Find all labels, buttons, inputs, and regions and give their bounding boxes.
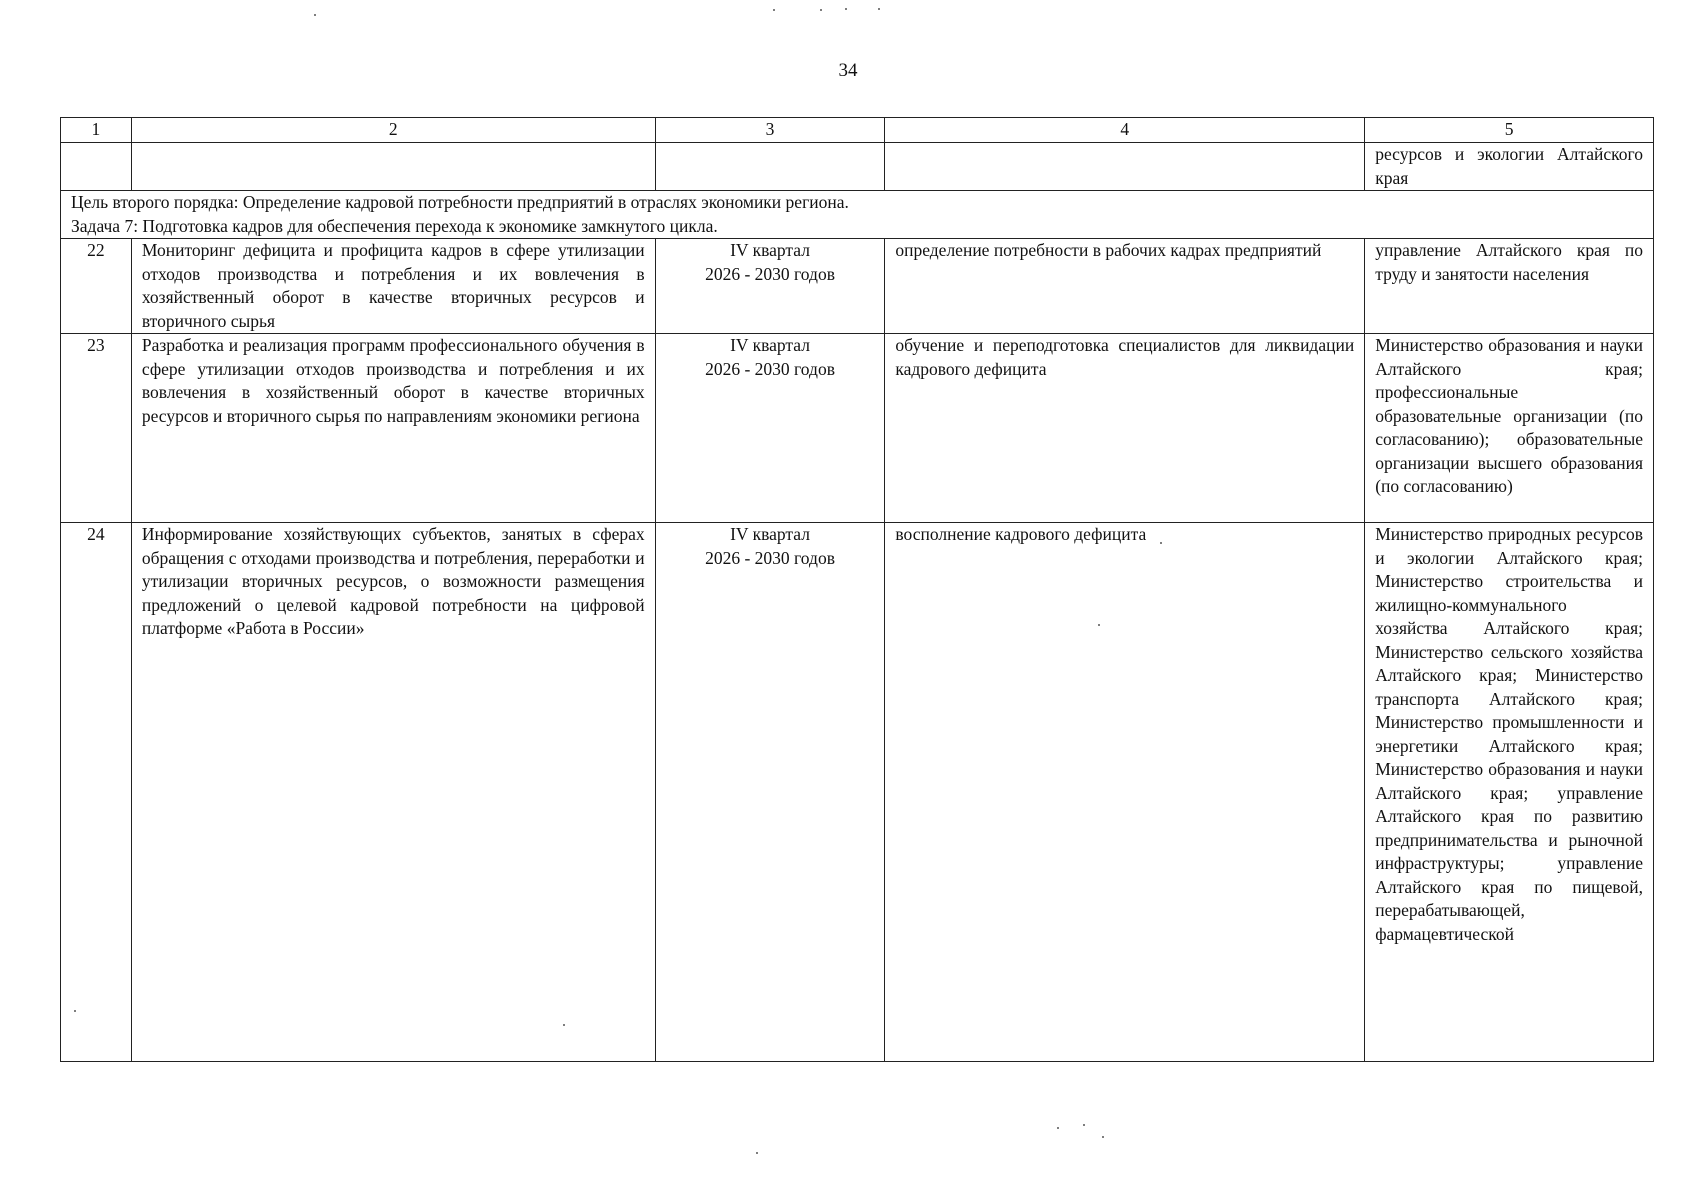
period-cell [655, 334, 885, 523]
row-number: 23 [61, 334, 132, 523]
table-row [61, 239, 1654, 334]
goal-text: Цель второго порядка: Определение кадровой потребности предприятий в отраслях экономики региона. [71, 192, 849, 212]
measure-description: Разработка и реализация программ профессионального обучения в сфере утилизации отходов производства и потребления и их вовлечения в хозяйственный оборот в качестве вторичных ресурсов и вторичного сырья по направлениям экономики региона [131, 334, 655, 523]
responsible-executors: Министерство образования и науки Алтайского края; профессиональные образовательные организации (по согласованию); образовательные организации высшего образования (по согласованию) [1365, 334, 1654, 523]
responsible-executors: управление Алтайского края по труду и занятости населения [1365, 239, 1654, 334]
period-quarter: IV квартал [730, 335, 810, 355]
scan-speck [878, 8, 880, 10]
table-row [61, 523, 1654, 1062]
measures-table [60, 117, 1654, 1062]
scan-speck [74, 1010, 76, 1012]
header-cell: 4 [885, 118, 1365, 143]
scan-speck [563, 1024, 565, 1026]
scan-speck [820, 9, 822, 11]
scan-speck [1160, 542, 1162, 544]
scan-speck [756, 1152, 758, 1154]
period-years: 2026 - 2030 годов [705, 547, 835, 568]
goal-cell [61, 191, 1654, 239]
cell-num [61, 143, 132, 191]
header-cell: 2 [131, 118, 655, 143]
measure-description: Мониторинг дефицита и профицита кадров в сфере утилизации отходов производства и потребления и их вовлечения в хозяйственный оборот в качестве вторичных ресурсов и вторичного сырья [131, 239, 655, 334]
scan-speck [314, 14, 316, 16]
responsible-executors: Министерство природных ресурсов и экологии Алтайского края; Министерство строительства и жилищно-коммунального хозяйства Алтайского края; Министерство сельского хозяйства Алтайского края; Министерство транспорта Алтайского края; Министерство промышленности и энергетики Алтайского края; Министерство образования и науки Алтайского края; управление Алтайского края по развитию предпринимательства и рыночной инфраструктуры; управление Алтайского края по пищевой, перерабатывающей, фармацевтической [1365, 523, 1654, 1062]
expected-result: определение потребности в рабочих кадрах предприятий [885, 239, 1365, 334]
expected-result: восполнение кадрового дефицита [885, 523, 1365, 1062]
task-text: Задача 7: Подготовка кадров для обеспечения перехода к экономике замкнутого цикла. [71, 215, 718, 236]
cell-desc [131, 143, 655, 191]
continuation-row [61, 143, 1654, 191]
scan-speck [1098, 624, 1100, 626]
measure-description: Информирование хозяйствующих субъектов, занятых в сферах обращения с отходами производства и потребления, переработки и утилизации вторичных ресурсов, о возможности размещения предложений о целевой кадровой потребности на цифровой платформе «Работа в России» [131, 523, 655, 1062]
header-cell: 5 [1365, 118, 1654, 143]
goal-row [61, 191, 1654, 239]
cell-result [885, 143, 1365, 191]
expected-result: обучение и переподготовка специалистов для ликвидации кадрового дефицита [885, 334, 1365, 523]
header-cell: 3 [655, 118, 885, 143]
period-years: 2026 - 2030 годов [705, 358, 835, 379]
period-cell [655, 523, 885, 1062]
period-quarter: IV квартал [730, 524, 810, 544]
row-number: 22 [61, 239, 132, 334]
scan-speck [845, 8, 847, 10]
period-quarter: IV квартал [730, 240, 810, 260]
table-row [61, 334, 1654, 523]
cell-period [655, 143, 885, 191]
scan-speck [773, 9, 775, 11]
table-header-row [61, 118, 1654, 143]
period-cell [655, 239, 885, 334]
scan-speck [1057, 1127, 1059, 1129]
header-cell: 1 [61, 118, 132, 143]
scan-speck [1102, 1136, 1104, 1138]
period-years: 2026 - 2030 годов [705, 263, 835, 284]
cell-responsible: ресурсов и экологии Алтайского края [1365, 143, 1654, 191]
row-number: 24 [61, 523, 132, 1062]
page-number: 34 [838, 60, 858, 81]
scan-speck [1083, 1124, 1085, 1126]
